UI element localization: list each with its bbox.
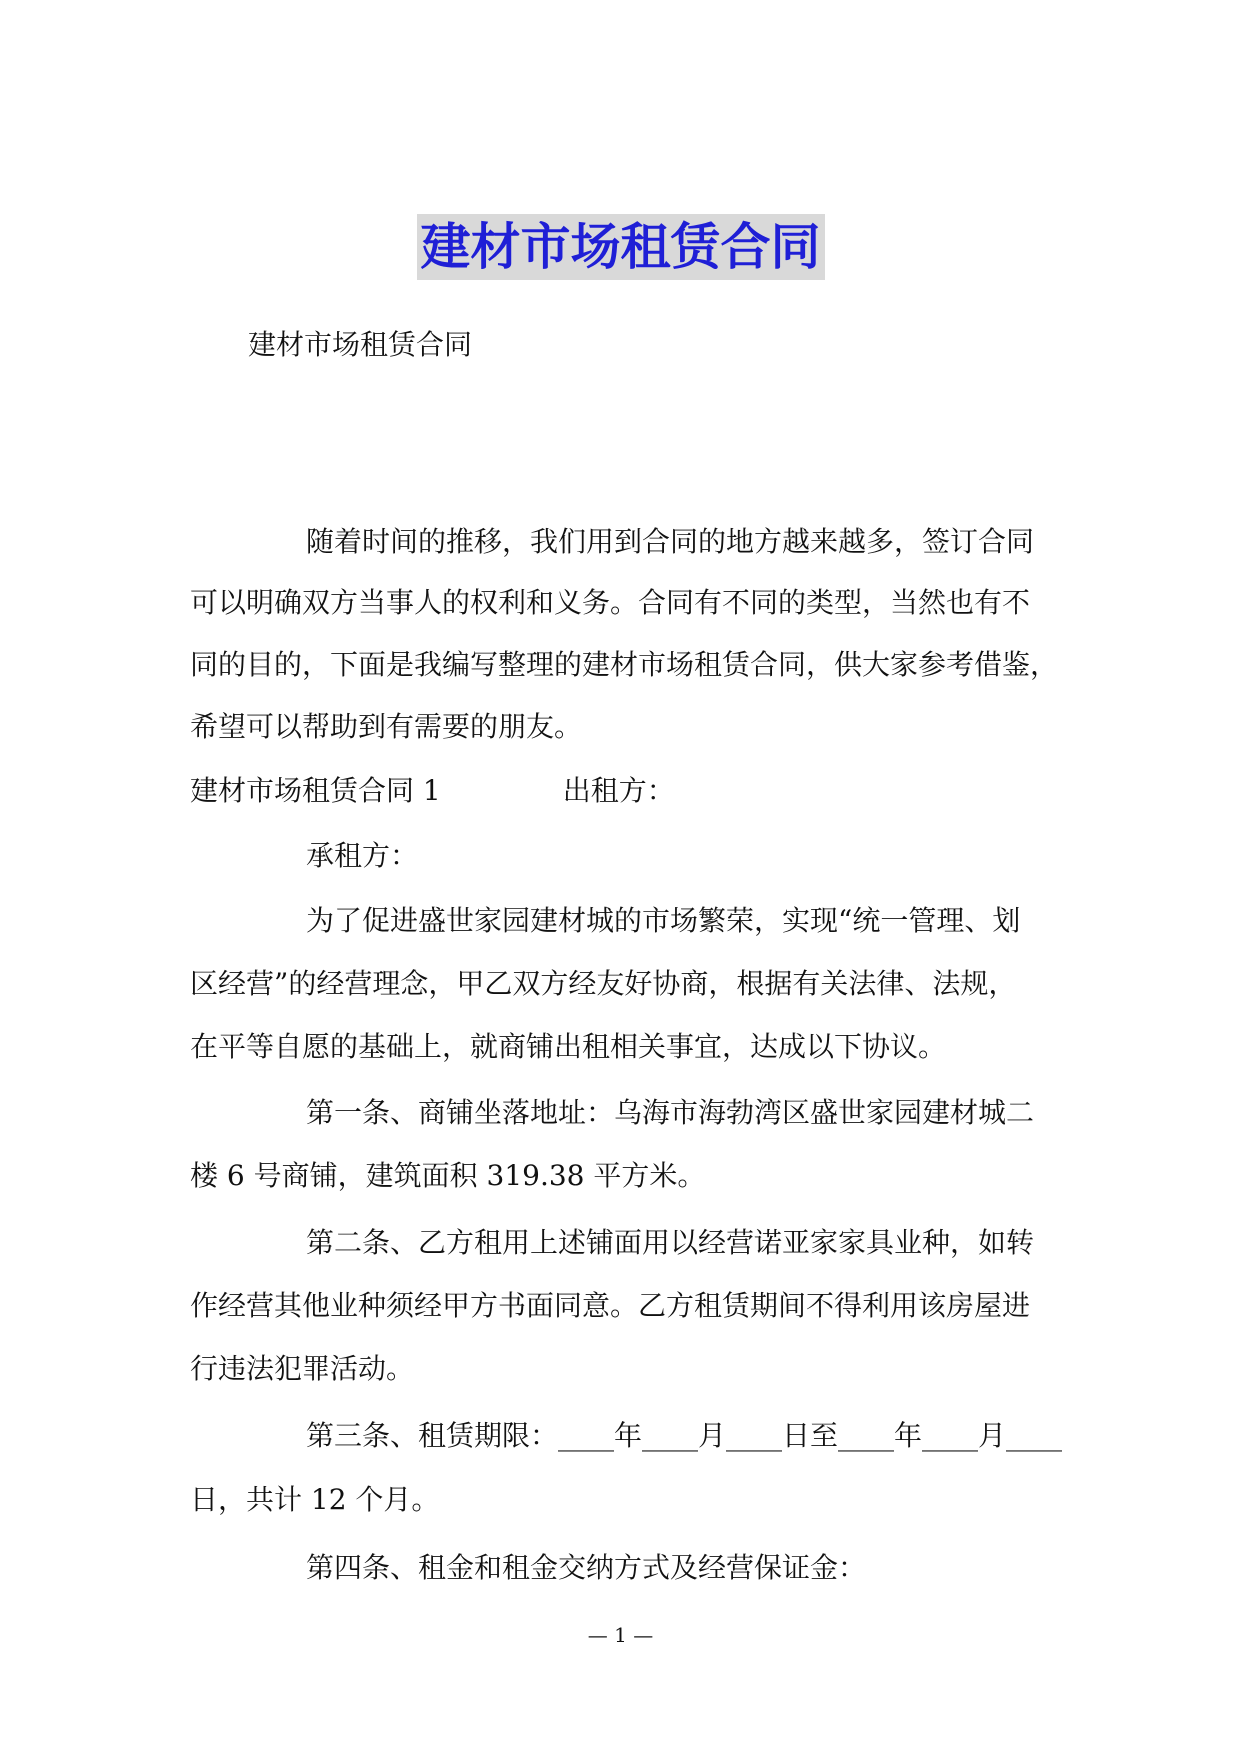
page-number: — 1 —	[587, 1623, 654, 1647]
preamble-line-2: 区经营”的经营理念，甲乙双方经友好协商，根据有关法律、法规，	[190, 967, 1017, 1000]
intro-line-4: 希望可以帮助到有需要的朋友。	[190, 710, 583, 743]
contract-heading-line	[190, 771, 675, 811]
intro-line-1: 随着时间的推移，我们用到合同的地方越来越多，签订合同	[306, 525, 1035, 558]
article1-line-1: 第一条、商铺坐落地址：乌海市海勃湾区盛世家园建材城二	[306, 1096, 1035, 1129]
article3-line-1: 第三条、租赁期限：____年____月____日至____年____月____	[306, 1419, 1063, 1452]
document-title: 建材市场租赁合同	[417, 214, 825, 280]
article2-line-1: 第二条、乙方租用上述铺面用以经营诺亚家家具业种，如转	[306, 1226, 1035, 1259]
lessee-label: 承租方：	[306, 839, 419, 872]
document-subtitle: 建材市场租赁合同	[248, 328, 473, 361]
intro-line-3: 同的目的，下面是我编写整理的建材市场租赁合同，供大家参考借鉴，	[190, 648, 1059, 681]
article1-line-2: 楼 6 号商铺，建筑面积 319.38 平方米。	[190, 1159, 706, 1192]
preamble-line-3: 在平等自愿的基础上，就商铺出租相关事宜，达成以下协议。	[190, 1030, 947, 1063]
article2-line-3: 行违法犯罪活动。	[190, 1352, 415, 1385]
contract-heading: 建材市场租赁合同 1	[190, 774, 441, 807]
preamble-line-1: 为了促进盛世家园建材城的市场繁荣，实现“统一管理、划	[306, 904, 1021, 937]
intro-line-2: 可以明确双方当事人的权利和义务。合同有不同的类型，当然也有不	[190, 586, 1031, 619]
title-container	[0, 214, 1241, 280]
article3-line-2: 日，共计 12 个月。	[190, 1483, 440, 1516]
article4-line-1: 第四条、租金和租金交纳方式及经营保证金：	[306, 1551, 867, 1584]
lessor-label: 出租方：	[562, 774, 675, 807]
article2-line-2: 作经营其他业种须经甲方书面同意。乙方租赁期间不得利用该房屋进	[190, 1289, 1031, 1322]
